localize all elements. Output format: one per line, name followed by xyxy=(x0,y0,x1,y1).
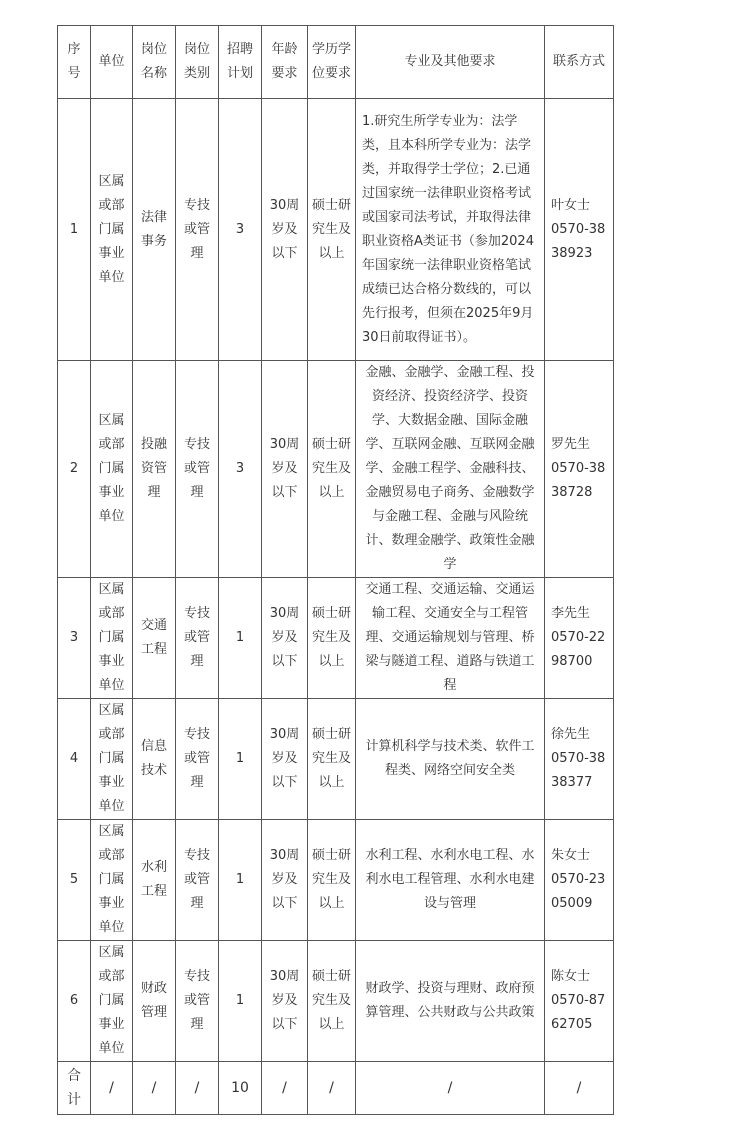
cell-contact xyxy=(545,941,614,1062)
cell-requirements: 财政学、投资与理财、政府预算管理、公共财政与公共政策 xyxy=(356,941,545,1062)
cell-requirements: 1.研究生所学专业为：法学类，且本科所学专业为：法学类，并取得学士学位；2.已通过国家统一法律职业资格考试或国家司法考试，并取得法律职业资格A类证书（参加2024年国家统一法律职业资格笔试成绩已达合格分数线的，可以先行报考，但须在2025年9月30日前取得证书）。 xyxy=(356,99,545,361)
cell-contact xyxy=(545,361,614,578)
cell-post-name: 投融资管理 xyxy=(133,361,176,578)
contact-phone: 0570-8762705 xyxy=(551,993,606,1032)
cell-contact xyxy=(545,820,614,941)
cell-plan: 1 xyxy=(219,578,262,699)
cell-requirements: 交通工程、交通运输、交通运输工程、交通安全与工程管理、交通运输规划与管理、桥梁与隧道工程、道路与铁道工程 xyxy=(356,578,545,699)
table-row xyxy=(58,99,614,361)
cell-unit: 区属或部门属事业单位 xyxy=(91,578,133,699)
cell-requirements: 水利工程、水利水电工程、水利水电工程管理、水利水电建设与管理 xyxy=(356,820,545,941)
total-unit: / xyxy=(91,1062,133,1115)
cell-unit: 区属或部门属事业单位 xyxy=(91,820,133,941)
cell-plan: 1 xyxy=(219,941,262,1062)
header-post-name: 岗位名称 xyxy=(133,26,176,99)
table-row xyxy=(58,361,614,578)
table-body xyxy=(58,99,614,1115)
cell-seq: 2 xyxy=(58,361,91,578)
header-post-type: 岗位类别 xyxy=(176,26,219,99)
table-row xyxy=(58,699,614,820)
contact-phone: 0570-2298700 xyxy=(551,630,606,669)
total-label: 合计 xyxy=(58,1062,91,1115)
cell-seq: 5 xyxy=(58,820,91,941)
header-contact: 联系方式 xyxy=(545,26,614,99)
cell-education: 硕士研究生及以上 xyxy=(308,820,356,941)
cell-education: 硕士研究生及以上 xyxy=(308,941,356,1062)
total-post-type: / xyxy=(176,1062,219,1115)
cell-unit: 区属或部门属事业单位 xyxy=(91,941,133,1062)
table-row xyxy=(58,578,614,699)
cell-post-name: 信息技术 xyxy=(133,699,176,820)
cell-contact xyxy=(545,699,614,820)
cell-post-name: 财政管理 xyxy=(133,941,176,1062)
table-row xyxy=(58,941,614,1062)
cell-education: 硕士研究生及以上 xyxy=(308,99,356,361)
cell-age: 30周岁及以下 xyxy=(262,361,308,578)
table-header xyxy=(58,26,614,99)
header-seq: 序号 xyxy=(58,26,91,99)
contact-name: 叶女士 xyxy=(551,197,591,213)
contact-phone: 0570-3838728 xyxy=(551,461,606,500)
total-plan: 10 xyxy=(219,1062,262,1115)
contact-phone: 0570-2305009 xyxy=(551,872,606,911)
cell-post-type: 专技或管理 xyxy=(176,361,219,578)
cell-seq: 4 xyxy=(58,699,91,820)
cell-contact xyxy=(545,578,614,699)
cell-seq: 1 xyxy=(58,99,91,361)
cell-unit: 区属或部门属事业单位 xyxy=(91,361,133,578)
cell-post-name: 水利工程 xyxy=(133,820,176,941)
contact-name: 徐先生 xyxy=(551,727,591,742)
cell-education: 硕士研究生及以上 xyxy=(308,699,356,820)
contact-phone: 0570-3838923 xyxy=(551,221,606,261)
cell-age: 30周岁及以下 xyxy=(262,99,308,361)
table-row xyxy=(58,820,614,941)
cell-seq: 6 xyxy=(58,941,91,1062)
cell-post-type: 专技或管理 xyxy=(176,699,219,820)
cell-plan: 3 xyxy=(219,361,262,578)
cell-requirements: 金融、金融学、金融工程、投资经济、投资经济学、投资学、大数据金融、国际金融学、互联网金融、互联网金融学、金融工程学、金融科技、金融贸易电子商务、金融数学与金融工程、金融与风险统计、数理金融学、政策性金融学 xyxy=(356,361,545,578)
contact-name: 李先生 xyxy=(551,606,591,621)
header-age: 年龄要求 xyxy=(262,26,308,99)
cell-requirements: 计算机科学与技术类、软件工程类、网络空间安全类 xyxy=(356,699,545,820)
contact-name: 朱女士 xyxy=(551,848,591,863)
total-contact: / xyxy=(545,1062,614,1115)
cell-post-name: 交通工程 xyxy=(133,578,176,699)
cell-post-type: 专技或管理 xyxy=(176,820,219,941)
cell-seq: 3 xyxy=(58,578,91,699)
cell-age: 30周岁及以下 xyxy=(262,820,308,941)
cell-plan: 1 xyxy=(219,699,262,820)
total-post-name: / xyxy=(133,1062,176,1115)
cell-post-name: 法律事务 xyxy=(133,99,176,361)
cell-unit: 区属或部门属事业单位 xyxy=(91,99,133,361)
cell-education: 硕士研究生及以上 xyxy=(308,361,356,578)
cell-plan: 3 xyxy=(219,99,262,361)
cell-plan: 1 xyxy=(219,820,262,941)
recruitment-table xyxy=(57,25,614,1115)
total-age: / xyxy=(262,1062,308,1115)
header-education: 学历学位要求 xyxy=(308,26,356,99)
total-requirements: / xyxy=(356,1062,545,1115)
cell-post-type: 专技或管理 xyxy=(176,941,219,1062)
header-plan: 招聘计划 xyxy=(219,26,262,99)
total-education: / xyxy=(308,1062,356,1115)
contact-phone: 0570-3838377 xyxy=(551,751,606,790)
cell-post-type: 专技或管理 xyxy=(176,99,219,361)
header-unit: 单位 xyxy=(91,26,133,99)
contact-name: 陈女士 xyxy=(551,969,591,984)
cell-age: 30周岁及以下 xyxy=(262,941,308,1062)
total-row xyxy=(58,1062,614,1115)
cell-age: 30周岁及以下 xyxy=(262,699,308,820)
cell-unit: 区属或部门属事业单位 xyxy=(91,699,133,820)
cell-contact xyxy=(545,99,614,361)
header-requirements: 专业及其他要求 xyxy=(356,26,545,99)
cell-post-type: 专技或管理 xyxy=(176,578,219,699)
cell-education: 硕士研究生及以上 xyxy=(308,578,356,699)
cell-age: 30周岁及以下 xyxy=(262,578,308,699)
contact-name: 罗先生 xyxy=(551,437,591,452)
